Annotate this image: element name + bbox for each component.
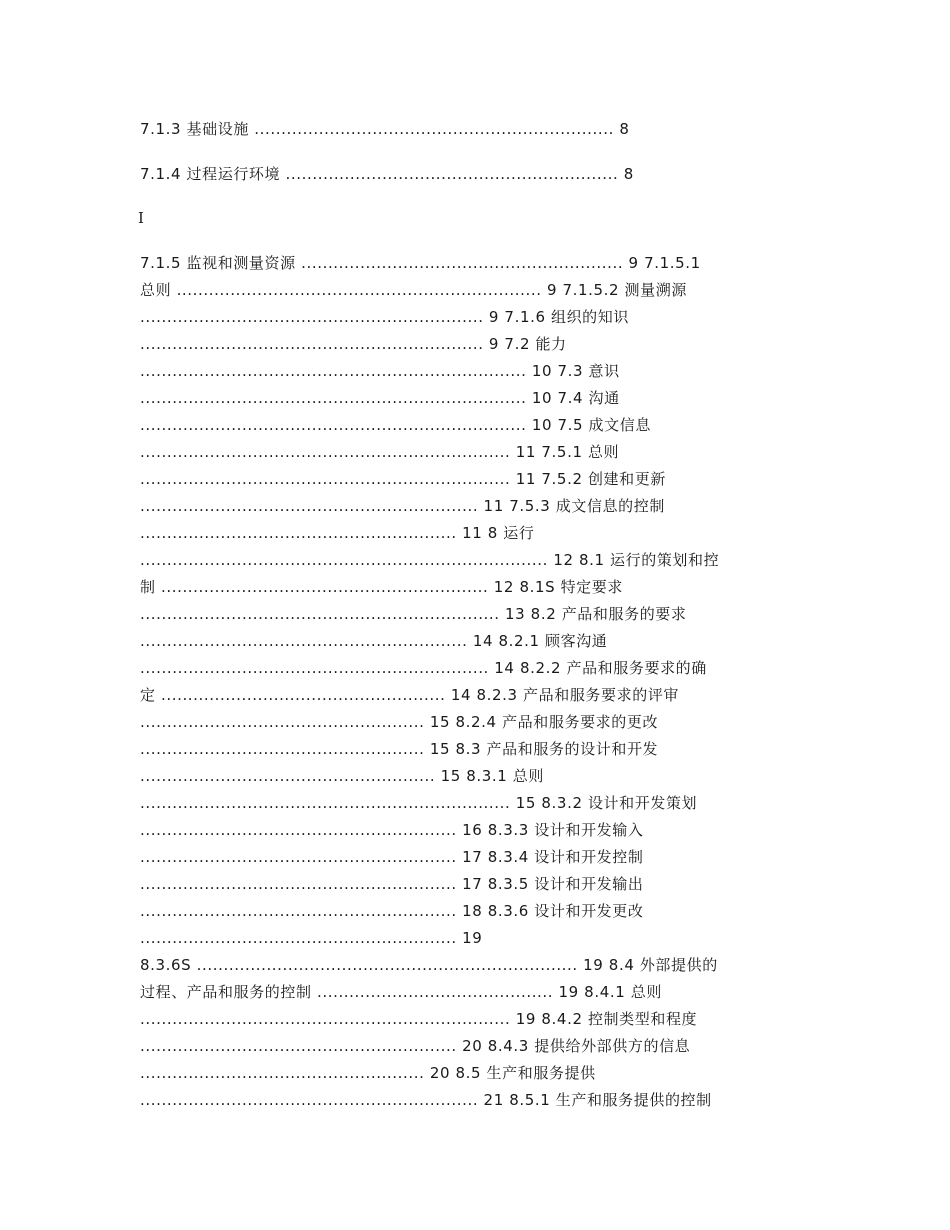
toc-line: ..................................................................... 11 7.5.1 总则	[140, 443, 620, 461]
toc-line: ........................................................... 17 8.3.4 设计和开发控制	[140, 848, 644, 866]
toc-line: ........................................................... 11 8 运行	[140, 524, 535, 542]
toc-line: ........................................................................ 10 7.5 成文信息	[140, 416, 651, 434]
toc-line: ..................................................................... 11 7.5.2 创建和更新	[140, 470, 666, 488]
toc-line: ..................................................... 20 8.5 生产和服务提供	[140, 1064, 596, 1082]
toc-line: ..................................................................... 15 8.3.2 设计和开发策划	[140, 794, 698, 812]
toc-line: ..................................................................... 19 8.4.2 控制类型和程度	[140, 1010, 698, 1028]
toc-line: ........................................................... 16 8.3.3 设计和开发输入	[140, 821, 644, 839]
toc-line: ............................................................................ 12 8.1 运行的策划和控	[140, 551, 720, 569]
toc-entry-7-1-3: 7.1.3 基础设施 ................................................................... 8	[140, 120, 630, 138]
toc-line: ....................................................... 15 8.3.1 总则	[140, 767, 545, 785]
toc-line: ........................................................... 20 8.4.3 提供给外部供方的信息	[140, 1037, 691, 1055]
toc-line: ........................................................... 19	[140, 929, 483, 947]
toc-line: ............................................................. 14 8.2.1 顾客沟通	[140, 632, 608, 650]
toc-line: 8.3.6S ....................................................................... 19 8.4 外部提供的	[140, 956, 718, 974]
toc-line: ..................................................... 15 8.2.4 产品和服务要求的更改	[140, 713, 659, 731]
toc-line: ........................................................................ 10 7.4 沟通	[140, 389, 620, 407]
toc-line: 定 ..................................................... 14 8.2.3 产品和服务要求的评审	[140, 686, 680, 704]
toc-line: ............................................................... 21 8.5.1 生产和服务提供的控制	[140, 1091, 712, 1109]
toc-line: 过程、产品和服务的控制 ............................................ 19 8.4.1 总则	[140, 983, 662, 1001]
toc-line: ................................................................ 9 7.2 能力	[140, 335, 567, 353]
toc-line: ........................................................................ 10 7.3 意识	[140, 362, 620, 380]
toc-line: 总则 .................................................................... 9 7.1.5.2 测量溯源	[140, 281, 687, 299]
toc-line: 制 ............................................................. 12 8.1S 特定要求	[140, 578, 623, 596]
toc-line: ........................................................... 17 8.3.5 设计和开发输出	[140, 875, 644, 893]
toc-line: ........................................................... 18 8.3.6 设计和开发更改	[140, 902, 644, 920]
toc-entry-7-1-4: 7.1.4 过程运行环境 .............................................................. 8	[140, 165, 634, 183]
toc-line: ..................................................... 15 8.3 产品和服务的设计和开发	[140, 740, 659, 758]
toc-line: 7.1.5 监视和测量资源 ............................................................ 9 7.1.5.1	[140, 254, 701, 272]
page-marker: I	[138, 209, 145, 227]
toc-line: ................................................................ 9 7.1.6 组织的知识	[140, 308, 629, 326]
toc-line: ............................................................... 11 7.5.3 成文信息的控制	[140, 497, 665, 515]
toc-line: ................................................................... 13 8.2 产品和服务的要求	[140, 605, 687, 623]
toc-line: ................................................................. 14 8.2.2 产品和服务要求的确	[140, 659, 707, 677]
